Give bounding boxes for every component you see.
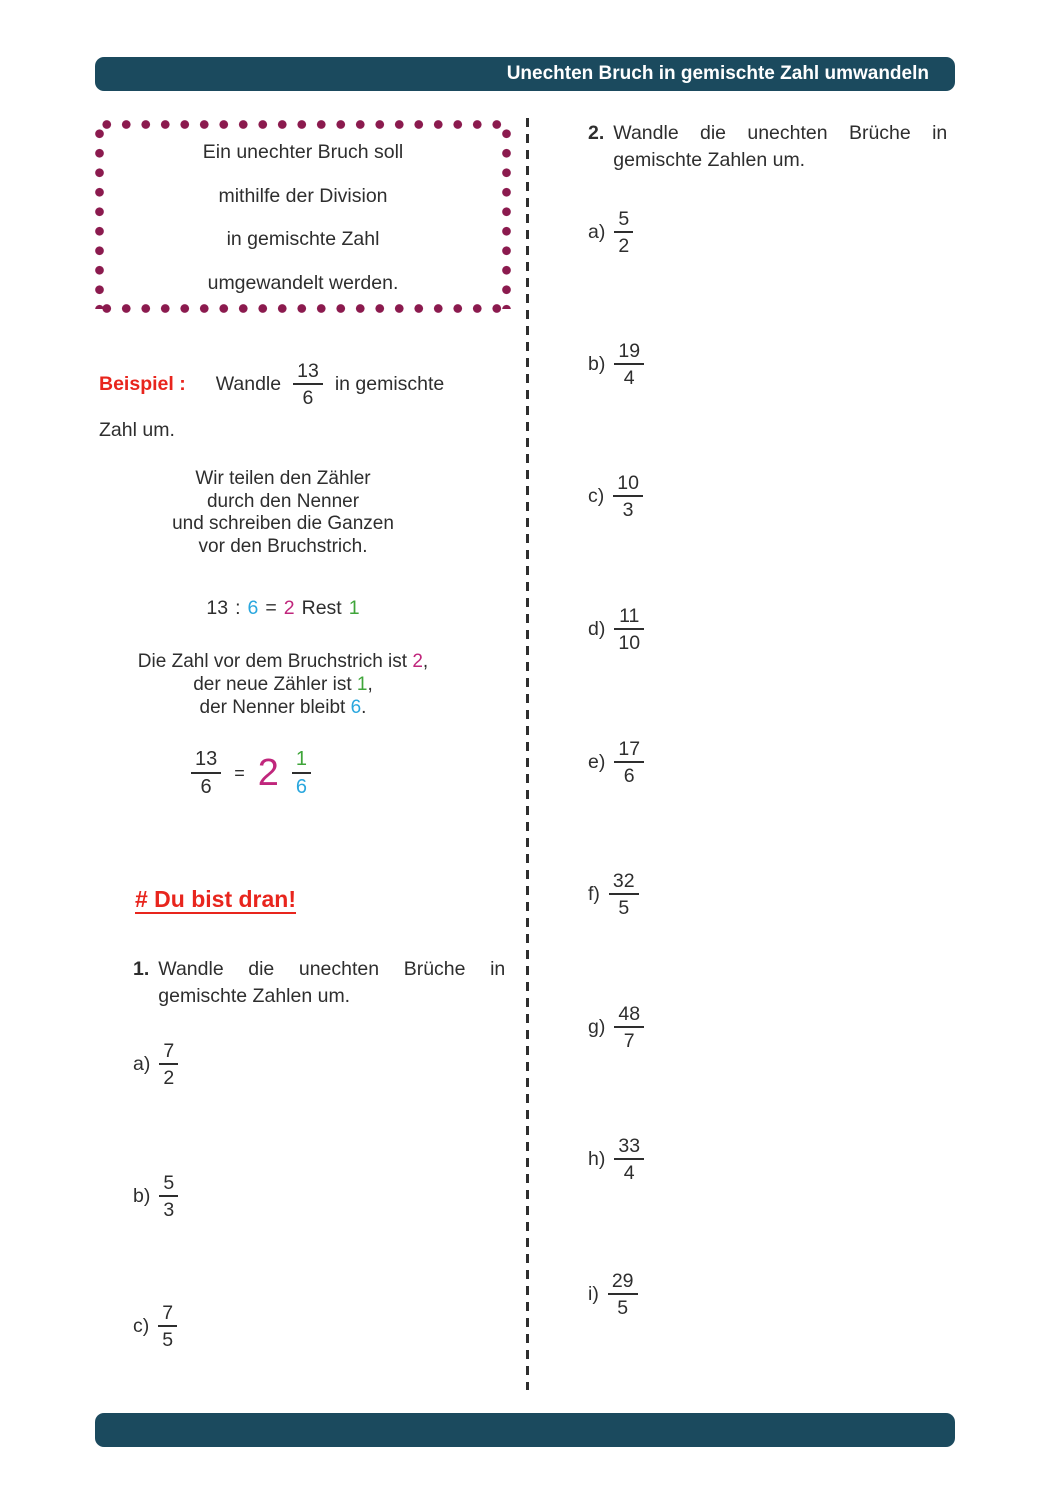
example-fraction [293, 360, 323, 410]
info-line: umgewandelt werden. [207, 271, 399, 294]
fraction-denominator: 6 [623, 765, 635, 788]
result-whole-number: 2 [257, 752, 279, 794]
example-steps [75, 468, 491, 558]
item-fraction [614, 208, 633, 258]
division-rest-word: Rest [301, 597, 342, 619]
fraction-bar [159, 1195, 178, 1197]
fraction-bar [159, 1063, 178, 1065]
exercise1-heading [133, 956, 505, 1010]
fraction-denominator: 2 [618, 235, 630, 258]
fraction-numerator: 32 [612, 870, 635, 892]
dotted-border-top [97, 120, 509, 129]
footer-bar [95, 1413, 955, 1447]
step-line: vor den Bruchstrich. [198, 535, 368, 557]
exercise1-item-b [133, 1172, 178, 1222]
fraction-numerator: 7 [162, 1302, 174, 1324]
division-quotient: 2 [283, 597, 295, 619]
item-label: a) [588, 221, 606, 244]
conclusion-line [75, 696, 491, 719]
fraction-numerator: 33 [618, 1135, 641, 1157]
division-dividend: 13 [206, 597, 229, 619]
exercise1-text-line1: Wandle die unechten Brüche in [158, 958, 506, 980]
item-label: d) [588, 618, 606, 641]
conclusion-text: , [367, 674, 373, 695]
exercise2-item-e [588, 738, 644, 788]
fraction-bar [613, 495, 643, 497]
division-remainder: 1 [348, 597, 360, 619]
item-fraction [614, 605, 644, 655]
fraction-bar [609, 893, 639, 895]
fraction-denominator: 7 [623, 1030, 635, 1053]
exercise2-text-line2: gemischte Zahlen um. [613, 149, 806, 171]
fraction-numerator: 11 [619, 605, 640, 627]
exercise2-item-b [588, 340, 644, 390]
item-label: h) [588, 1148, 606, 1171]
fraction-numerator: 29 [611, 1270, 634, 1292]
fraction-bar [292, 772, 311, 774]
conclusion-value: 2 [412, 651, 423, 672]
exercise1-item-c [133, 1302, 177, 1352]
item-fraction [614, 738, 644, 788]
fraction-denominator: 5 [617, 1297, 629, 1320]
example-task-pre: Wandle [215, 373, 282, 396]
conclusion-text: der Nenner bleibt [199, 697, 351, 718]
fraction-denominator: 3 [622, 499, 634, 522]
item-label: b) [133, 1185, 151, 1208]
fraction-numerator: 1 [295, 748, 308, 770]
fraction-denominator: 6 [302, 387, 314, 410]
fraction-numerator: 5 [163, 1172, 175, 1194]
division-colon: : [235, 597, 241, 619]
example-section [99, 360, 511, 442]
example-task-line2: Zahl um. [99, 418, 175, 441]
column-divider [526, 118, 529, 1390]
item-fraction [608, 1270, 638, 1320]
exercise1-number: 1. [133, 958, 150, 980]
item-label: c) [133, 1315, 150, 1338]
fraction-bar [614, 231, 633, 233]
exercise2-number: 2. [588, 122, 605, 144]
item-label: a) [133, 1053, 151, 1076]
conclusion-text: . [361, 697, 367, 718]
fraction-denominator: 4 [623, 367, 635, 390]
fraction-denominator: 10 [618, 632, 641, 655]
item-label: i) [588, 1283, 599, 1306]
item-fraction [609, 870, 639, 920]
item-fraction [614, 1003, 644, 1053]
example-task-post: in gemischte [334, 373, 445, 396]
item-fraction [158, 1302, 177, 1352]
info-line: Ein unechter Bruch soll [202, 141, 404, 163]
item-label: c) [588, 485, 605, 508]
fraction-denominator: 5 [618, 897, 630, 920]
division-divisor: 6 [247, 597, 259, 619]
exercise2-item-c [588, 472, 643, 522]
exercise2-item-h [588, 1135, 644, 1185]
example-label: Beispiel : [99, 373, 186, 396]
conclusion-text: , [422, 651, 429, 672]
your-turn-heading: # Du bist dran! [135, 886, 297, 912]
fraction-bar [608, 1293, 638, 1295]
exercise1-text-line2: gemischte Zahlen um. [158, 985, 351, 1007]
result-mixed-fraction [292, 748, 311, 799]
item-label: e) [588, 751, 606, 774]
step-line: und schreiben die Ganzen [172, 513, 394, 534]
result-equation [43, 748, 459, 799]
fraction-bar [158, 1325, 177, 1327]
fraction-bar [614, 1158, 644, 1160]
header-bar [95, 57, 955, 91]
fraction-bar [614, 363, 644, 365]
conclusion-line [75, 673, 491, 696]
info-line: mithilfe der Division [218, 184, 388, 207]
fraction-numerator: 13 [194, 748, 218, 770]
exercise2-text [613, 120, 947, 174]
info-box [95, 120, 511, 313]
fraction-numerator: 48 [618, 1003, 641, 1025]
conclusion-value: 1 [356, 674, 368, 695]
dotted-border-left [95, 124, 104, 309]
fraction-bar [614, 761, 644, 763]
conclusion-line [75, 650, 491, 673]
exercise2-heading [588, 120, 947, 174]
result-fraction [191, 748, 221, 799]
example-task-line1 [99, 360, 511, 410]
step-line: Wir teilen den Zähler [195, 468, 371, 489]
fraction-denominator: 4 [623, 1162, 635, 1185]
fraction-numerator: 7 [163, 1040, 175, 1062]
item-fraction [614, 340, 644, 390]
division-equals: = [265, 597, 277, 619]
item-label: b) [588, 353, 606, 376]
example-conclusion [75, 650, 491, 719]
conclusion-value: 6 [350, 697, 362, 718]
fraction-numerator: 13 [297, 360, 319, 382]
info-line: in gemischte Zahl [226, 228, 380, 250]
exercise2-item-d [588, 605, 644, 655]
fraction-bar [614, 628, 644, 630]
info-box-text [109, 131, 497, 305]
exercise2-item-f [588, 870, 639, 920]
exercise1-text [158, 956, 505, 1010]
item-fraction [614, 1135, 644, 1185]
exercise2-item-a [588, 208, 633, 258]
exercise2-item-i [588, 1270, 638, 1320]
exercise1-item-a [133, 1040, 178, 1090]
fraction-denominator: 2 [163, 1067, 175, 1090]
fraction-denominator: 6 [200, 776, 212, 798]
fraction-numerator: 10 [617, 472, 639, 494]
step-line: durch den Nenner [206, 490, 360, 512]
conclusion-text: der neue Zähler ist [193, 674, 357, 695]
fraction-denominator: 3 [163, 1199, 175, 1222]
result-equals: = [234, 763, 245, 783]
fraction-denominator: 5 [162, 1329, 174, 1352]
division-equation [75, 597, 491, 620]
item-fraction [159, 1172, 178, 1222]
item-fraction [613, 472, 643, 522]
fraction-bar [293, 383, 323, 385]
item-label: f) [588, 883, 600, 906]
dotted-border-right [502, 124, 511, 309]
item-label: g) [588, 1016, 606, 1039]
exercise2-item-g [588, 1003, 644, 1053]
fraction-bar [614, 1026, 644, 1028]
fraction-numerator: 19 [618, 340, 641, 362]
page-title: Unechten Bruch in gemischte Zahl umwandeln [506, 63, 929, 84]
fraction-bar [191, 772, 221, 774]
fraction-numerator: 17 [618, 738, 641, 760]
exercise2-text-line1: Wandle die unechten Brüche in [613, 122, 948, 144]
fraction-denominator: 6 [295, 776, 308, 798]
conclusion-text: Die Zahl vor dem Bruchstrich ist [137, 651, 413, 672]
item-fraction [159, 1040, 178, 1090]
dotted-border-bottom [97, 304, 509, 313]
fraction-numerator: 5 [618, 208, 630, 230]
